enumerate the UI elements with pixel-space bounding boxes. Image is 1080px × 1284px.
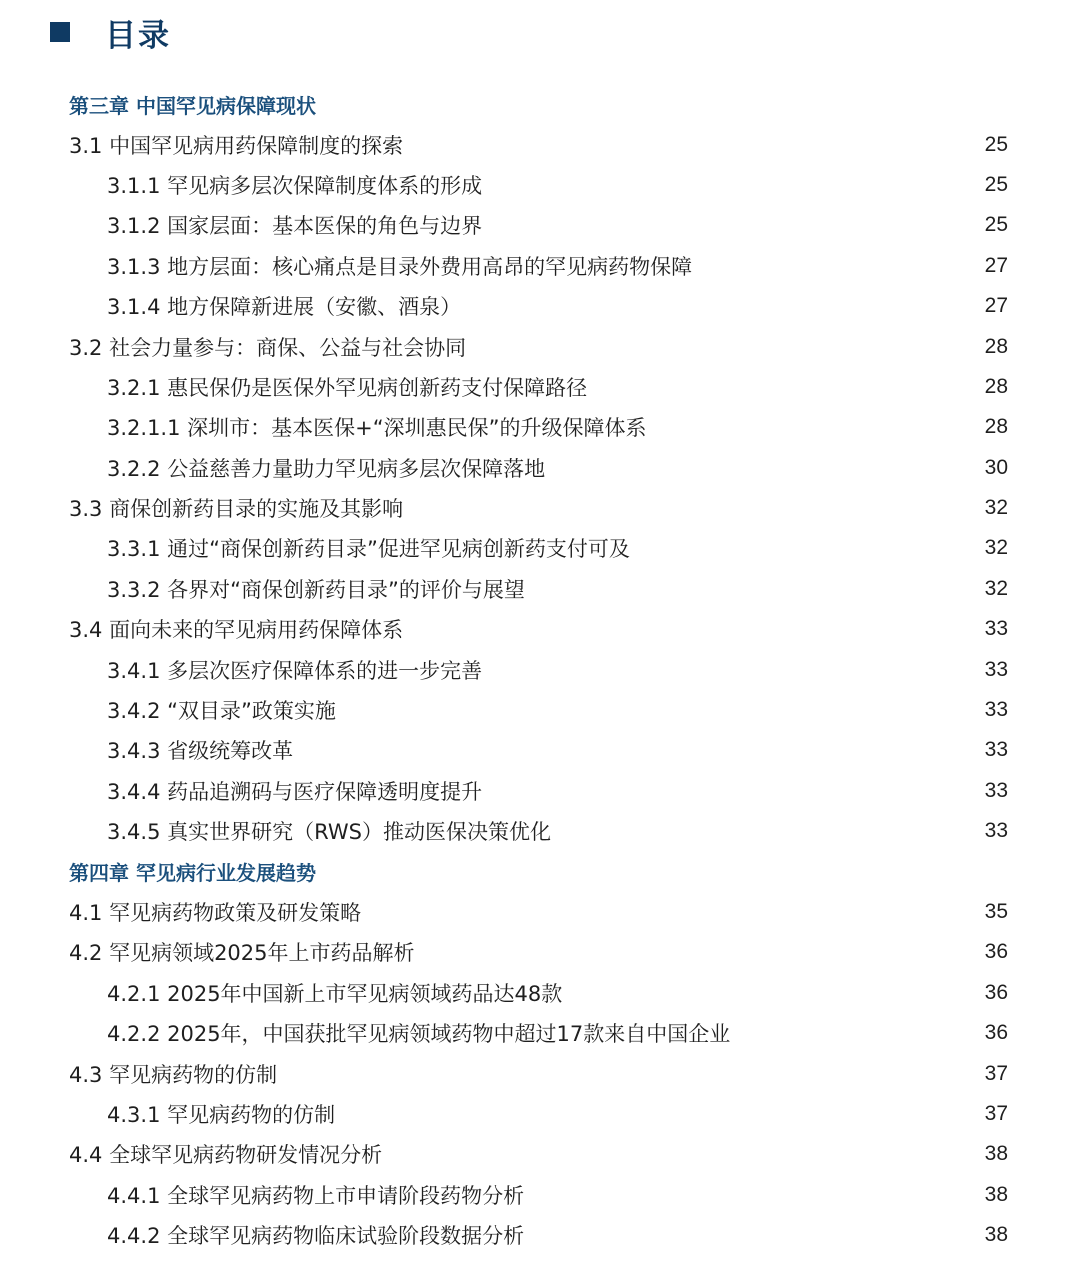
toc-chapter-heading (0, 84, 1080, 124)
toc-page-number: 30 (984, 455, 1008, 479)
toc-entry[interactable] (0, 892, 1080, 932)
toc-entry-title: 4.4 全球罕见病药物研发情况分析 (69, 1143, 383, 1168)
toc-page-number: 33 (984, 738, 1008, 762)
toc-page-number: 33 (984, 698, 1008, 722)
toc-page-number: 33 (984, 657, 1008, 681)
toc-entry-title: 4.1 罕见病药物政策及研发策略 (69, 901, 362, 925)
toc-entry-title: 3.3.2 各界对“商保创新药目录”的评价与展望 (107, 577, 525, 602)
toc-entry[interactable] (0, 165, 1080, 205)
toc-page-number: 28 (984, 334, 1008, 358)
toc-entry-title: 3.2 社会力量参与：商保、公益与社会协同 (69, 335, 467, 360)
toc-page-number: 33 (984, 819, 1008, 843)
toc-entry[interactable] (0, 528, 1080, 568)
toc-entry-title: 3.4 面向未来的罕见病用药保障体系 (69, 618, 404, 643)
toc-header (50, 8, 171, 56)
toc-page-number: 37 (984, 1101, 1008, 1125)
toc-entry[interactable] (0, 488, 1080, 528)
toc-page-number: 25 (984, 213, 1008, 237)
toc-entry[interactable] (0, 1013, 1080, 1053)
toc-entry-title: 3.2.2 公益慈善力量助力罕见病多层次保障落地 (107, 456, 546, 481)
toc-page-number: 27 (984, 294, 1008, 318)
toc-entry[interactable] (0, 1175, 1080, 1215)
toc-entry-title: 3.4.1 多层次医疗保障体系的进一步完善 (107, 658, 483, 683)
toc-entry-title: 3.4.4 药品追溯码与医疗保障透明度提升 (107, 779, 483, 804)
toc-entry[interactable] (0, 1215, 1080, 1255)
toc-entry-title: 3.1.2 国家层面：基本医保的角色与边界 (107, 214, 483, 239)
toc-page-number: 27 (984, 253, 1008, 277)
toc-entry-title: 4.3 罕见病药物的仿制 (69, 1062, 278, 1087)
page-title: 目录 (105, 17, 171, 54)
toc-entry[interactable] (0, 205, 1080, 245)
toc-entry[interactable] (0, 569, 1080, 609)
toc-entry[interactable] (0, 690, 1080, 730)
toc-entry-title: 3.3 商保创新药目录的实施及其影响 (69, 497, 404, 522)
toc-entry[interactable] (0, 811, 1080, 851)
toc-page-number: 32 (984, 536, 1008, 560)
toc-page-number: 38 (984, 1142, 1008, 1166)
chapter-title: 第四章 罕见病行业发展趋势 (69, 861, 316, 886)
toc-entry-title: 4.2.1 2025年中国新上市罕见病领域药品达48款 (107, 981, 563, 1006)
toc-entry[interactable] (0, 246, 1080, 286)
toc-entry[interactable] (0, 286, 1080, 326)
toc-entry[interactable] (0, 407, 1080, 447)
toc-entry[interactable] (0, 609, 1080, 649)
toc-entry-title: 4.3.1 罕见病药物的仿制 (107, 1102, 336, 1127)
toc-entry-title: 3.4.3 省级统筹改革 (107, 739, 294, 764)
toc-entry-title: 3.2.1 惠民保仍是医保外罕见病创新药支付保障路径 (107, 375, 588, 400)
toc-entry[interactable] (0, 973, 1080, 1013)
chapter-title: 第三章 中国罕见病保障现状 (69, 93, 316, 118)
toc-entry-title: 4.4.2 全球罕见病药物临床试验阶段数据分析 (107, 1224, 525, 1249)
toc-page-number: 28 (984, 374, 1008, 398)
toc-page-number: 35 (984, 900, 1008, 923)
toc-page-number: 25 (984, 132, 1008, 156)
toc-entry[interactable] (0, 1094, 1080, 1134)
toc-entry-title: 3.1.3 地方层面：核心痛点是目录外费用高昂的罕见病药物保障 (107, 254, 693, 279)
toc-entry-title: 3.1 中国罕见病用药保障制度的探索 (69, 133, 404, 158)
toc-entry-title: 4.4.1 全球罕见病药物上市申请阶段药物分析 (107, 1183, 525, 1208)
toc-entry[interactable] (0, 932, 1080, 972)
toc-page-number: 25 (984, 172, 1008, 196)
toc-entry-title: 3.4.5 真实世界研究（RWS）推动医保决策优化 (107, 820, 551, 845)
toc-page-number: 33 (984, 778, 1008, 802)
toc-entry[interactable] (0, 1053, 1080, 1093)
toc-entry[interactable] (0, 448, 1080, 488)
toc-entry-title: 3.1.4 地方保障新进展（安徽、酒泉） (107, 295, 462, 320)
toc-entry-title: 4.2 罕见病领域2025年上市药品解析 (69, 941, 415, 966)
toc-entry[interactable] (0, 730, 1080, 770)
toc-page-number: 32 (984, 576, 1008, 600)
toc-chapter-heading (0, 851, 1080, 891)
toc-entry[interactable] (0, 771, 1080, 811)
toc-page-number: 38 (984, 1223, 1008, 1247)
toc-page-number: 37 (984, 1061, 1008, 1085)
toc-entry-title: 3.1.1 罕见病多层次保障制度体系的形成 (107, 173, 483, 198)
toc-entry[interactable] (0, 1134, 1080, 1174)
toc-page-number: 28 (984, 415, 1008, 439)
toc-entry[interactable] (0, 326, 1080, 366)
toc-page-number: 36 (984, 1021, 1008, 1045)
toc-entry-title: 3.2.1.1 深圳市：基本医保+“深圳惠民保”的升级保障体系 (107, 416, 647, 441)
toc-entry[interactable] (0, 649, 1080, 689)
toc-page-number: 33 (984, 617, 1008, 641)
toc-page-number: 38 (984, 1182, 1008, 1206)
toc-page-number: 36 (984, 980, 1008, 1004)
toc-page-number: 32 (984, 496, 1008, 520)
toc-page-number: 36 (984, 940, 1008, 964)
toc-entry-title: 3.3.1 通过“商保创新药目录”促进罕见病创新药支付可及 (107, 537, 630, 562)
toc-entry[interactable] (0, 367, 1080, 407)
toc-entry[interactable] (0, 124, 1080, 164)
toc-entry-title: 3.4.2 “双目录”政策实施 (107, 699, 336, 724)
table-of-contents (0, 84, 1080, 1255)
toc-entry-title: 4.2.2 2025年，中国获批罕见病领域药物中超过17款来自中国企业 (107, 1022, 731, 1047)
square-bullet-icon (50, 22, 70, 42)
